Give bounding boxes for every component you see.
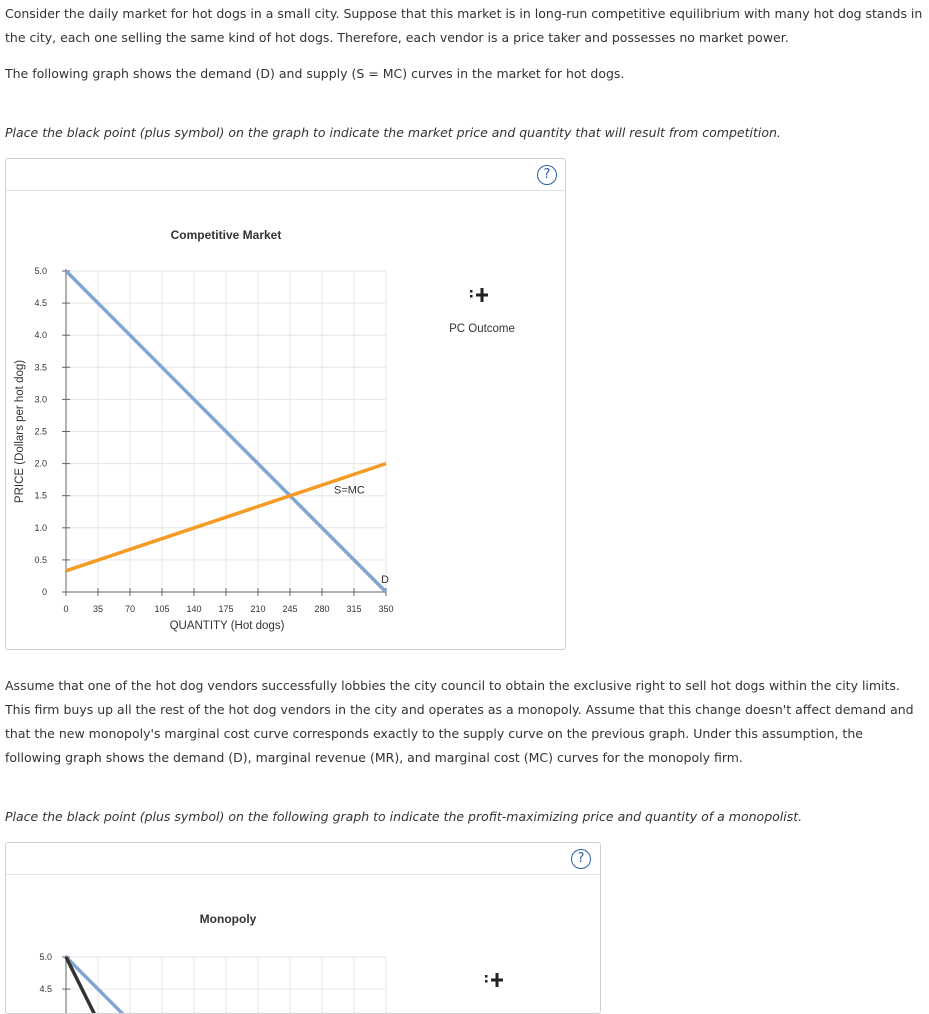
q1-y-tick-label: 2.5	[34, 426, 47, 437]
q1-y-tick-label: 2.0	[34, 458, 47, 469]
q1-demand-label: D	[381, 574, 389, 587]
q2-chart-title: Monopoly	[199, 912, 257, 926]
q1-x-tick-label: 175	[218, 604, 234, 614]
mid-text	[5, 674, 923, 770]
q2-help-icon[interactable]: ?	[571, 849, 591, 869]
q1-x-tick-label: 210	[250, 604, 266, 614]
q1-x-tick-label: 0	[63, 604, 69, 614]
q1-x-tick-label: 350	[378, 604, 394, 614]
q1-x-tick-label: 105	[154, 604, 170, 614]
q1-y-tick-label: 1.0	[34, 522, 47, 533]
q1-x-tick-label: 245	[282, 604, 298, 614]
q1-y-tick-label: 4.5	[34, 298, 47, 309]
intro-paragraph-2: The following graph shows the demand (D) and supply (S = MC) curves in the market for hot dogs.	[5, 66, 625, 81]
q1-y-tick-label: 0	[41, 587, 47, 597]
marginal-revenue-curve	[66, 957, 226, 1013]
q1-x-tick-label: 70	[124, 604, 136, 614]
q2-instruction: Place the black point (plus symbol) on the following graph to indicate the profit-maximizing price and quantity of a monopolist.	[5, 809, 803, 824]
q1-chart[interactable]	[6, 159, 565, 649]
intro-paragraph-1: Consider the daily market for hot dogs in a small city. Suppose that this market is in long-run competitive equilibrium with many hot dog stands in the city, each one selling the same kind of hot dogs. Therefore, each vendor is a price taker and possesses no market power.	[5, 6, 923, 45]
q1-y-axis-label: PRICE (Dollars per hot dog)	[14, 359, 26, 504]
q1-x-tick-label: 35	[92, 604, 104, 614]
q1-x-tick-label: 140	[186, 604, 202, 614]
q1-x-tick-label: 280	[314, 604, 330, 614]
q1-x-axis-label: QUANTITY (Hot dogs)	[169, 620, 285, 632]
q1-graph-panel	[5, 158, 566, 650]
pc-outcome-plus-tool-icon[interactable]	[470, 288, 488, 302]
q2-chart[interactable]	[6, 843, 600, 1013]
q1-chart-title: Competitive Market	[170, 228, 282, 242]
q1-y-tick-label: 3.0	[34, 394, 47, 405]
pc-outcome-label: PC Outcome	[449, 323, 515, 335]
q1-instruction: Place the black point (plus symbol) on the graph to indicate the market price and quantity that will result from competition.	[5, 125, 781, 140]
q1-supply-label: S=MC	[333, 484, 365, 497]
q1-y-tick-label: 1.5	[34, 490, 47, 501]
monopoly-plus-tool-icon[interactable]	[485, 973, 503, 987]
q1-y-tick-label: 0.5	[34, 554, 47, 565]
mid-paragraph: Assume that one of the hot dog vendors successfully lobbies the city council to obtain the exclusive right to sell hot dogs within the city limits. This firm buys up all the rest of the hot dog vendors in the city and operates as a monopoly. Assume that this change doesn't affect demand and that the new monopoly's marginal cost curve corresponds exactly to the supply curve on the previous graph. Under this assumption, the following graph shows the demand (D), marginal revenue (MR), and marginal cost (MC) curves for the monopoly firm.	[5, 678, 914, 765]
q1-y-tick-label: 4.0	[34, 330, 47, 341]
q2-y-tick-label: 4.5	[39, 984, 52, 995]
q2-graph-panel	[5, 842, 601, 1014]
q1-help-icon[interactable]: ?	[537, 165, 557, 185]
intro-text	[5, 2, 923, 86]
q2-y-tick-label: 5.0	[39, 952, 52, 962]
q1-y-tick-label: 3.5	[34, 362, 47, 373]
q1-y-tick-label: 5.0	[34, 266, 47, 276]
q1-x-tick-label: 315	[346, 604, 362, 614]
